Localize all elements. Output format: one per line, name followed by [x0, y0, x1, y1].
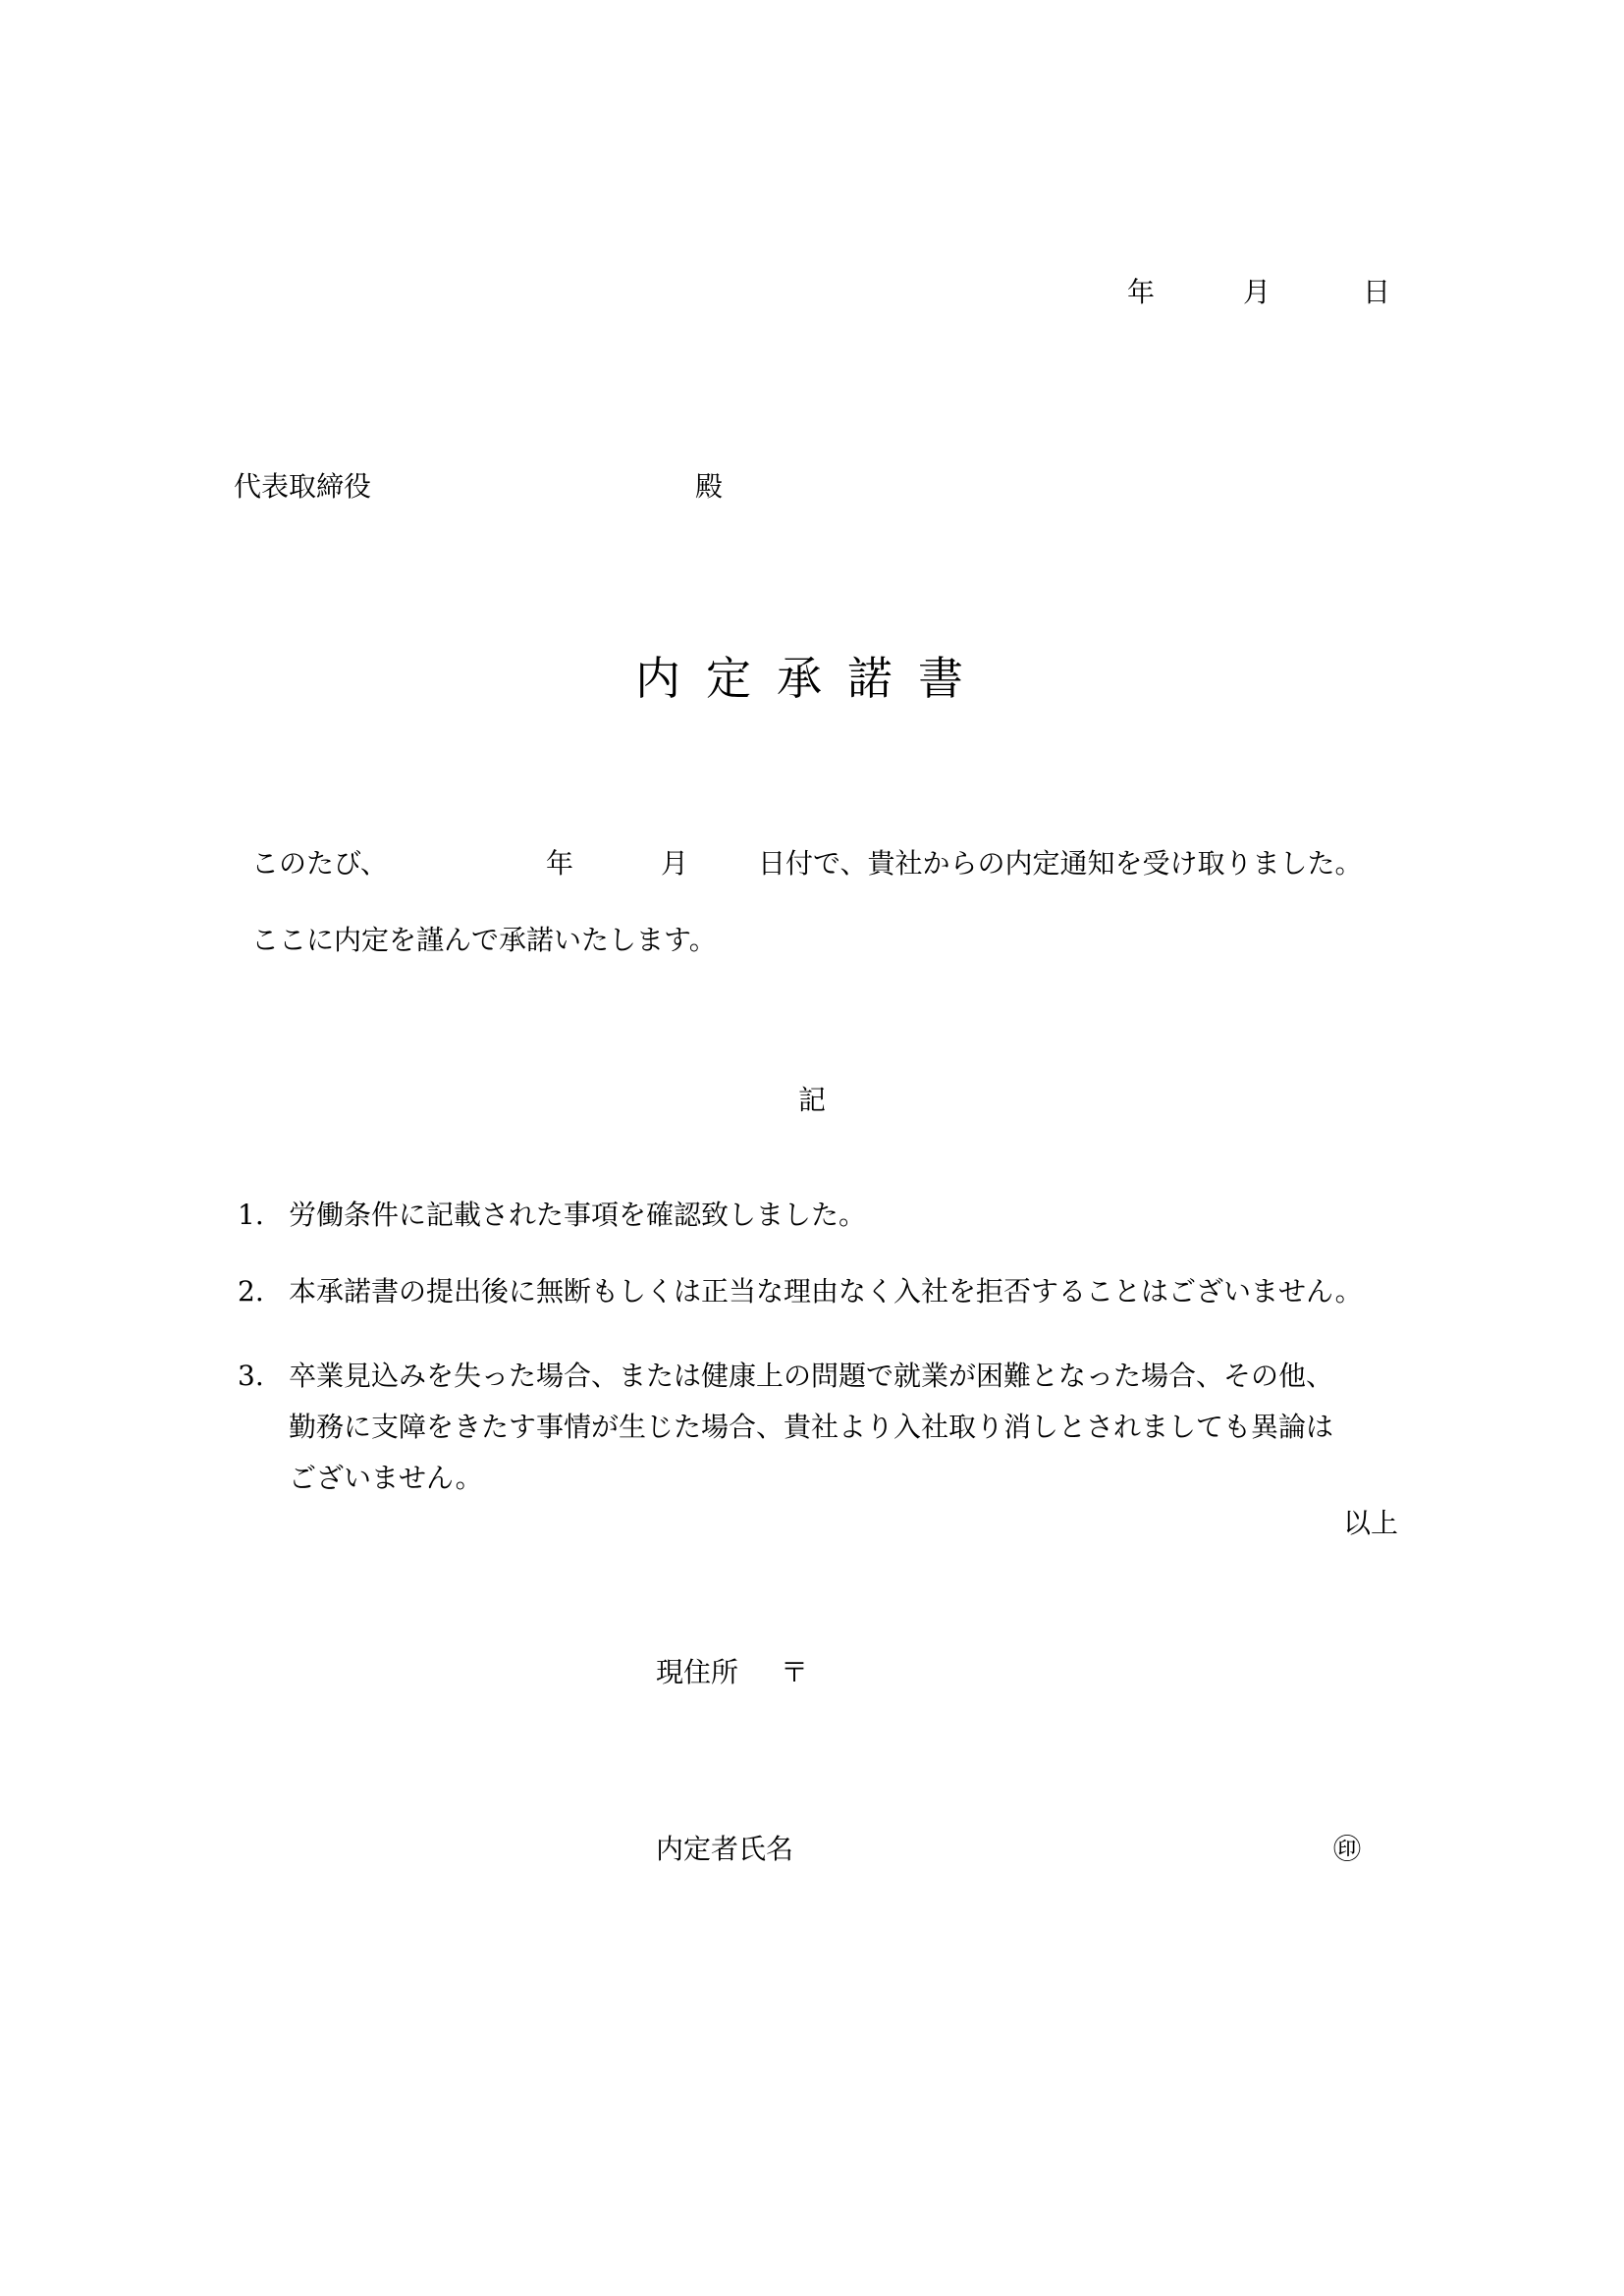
addressee-honorific: 殿	[695, 470, 724, 503]
postal-mark-icon: 〒	[781, 1656, 809, 1688]
date-day-label: 日	[1363, 276, 1391, 308]
date-year-label: 年	[1127, 276, 1156, 308]
body-text-received: 日付で、貴社からの内定通知を受け取りました。	[758, 847, 1363, 880]
list-item	[238, 1275, 1363, 1308]
document-title: 内定承諾書	[635, 652, 989, 705]
list-item-number: 3.	[238, 1360, 264, 1392]
list-item-number: 2.	[238, 1275, 264, 1308]
name-label: 内定者氏名	[656, 1833, 794, 1865]
list-item-continuation: ございません。	[289, 1462, 483, 1494]
body-text-intro: このたび、	[251, 847, 388, 880]
closing-text: 以上	[1343, 1507, 1399, 1539]
addressee-title: 代表取締役	[234, 470, 372, 503]
body-text-acceptance: ここに内定を謹んで承諾いたします。	[251, 924, 717, 956]
list-item-text: 卒業見込みを失った場合、または健康上の問題で就業が困難となった場合、その他、	[289, 1360, 1334, 1392]
body-year-label: 年	[546, 847, 574, 880]
seal-mark-icon: ㊞	[1333, 1833, 1362, 1865]
address-label: 現住所	[656, 1656, 739, 1688]
date-month-label: 月	[1243, 276, 1272, 308]
list-item-continuation: 勤務に支障をきたす事情が生じた場合、貴社より入社取り消しとされましても異論は	[289, 1411, 1334, 1443]
list-item-text: 労働条件に記載された事項を確認致しました。	[289, 1199, 867, 1231]
notes-heading: 記	[797, 1084, 826, 1116]
list-item	[238, 1201, 866, 1229]
list-item	[238, 1362, 1333, 1390]
list-item-text: 本承諾書の提出後に無断もしくは正当な理由なく入社を拒否することはございません。	[289, 1275, 1363, 1308]
list-item-number: 1.	[238, 1199, 264, 1231]
body-month-label: 月	[661, 847, 689, 880]
